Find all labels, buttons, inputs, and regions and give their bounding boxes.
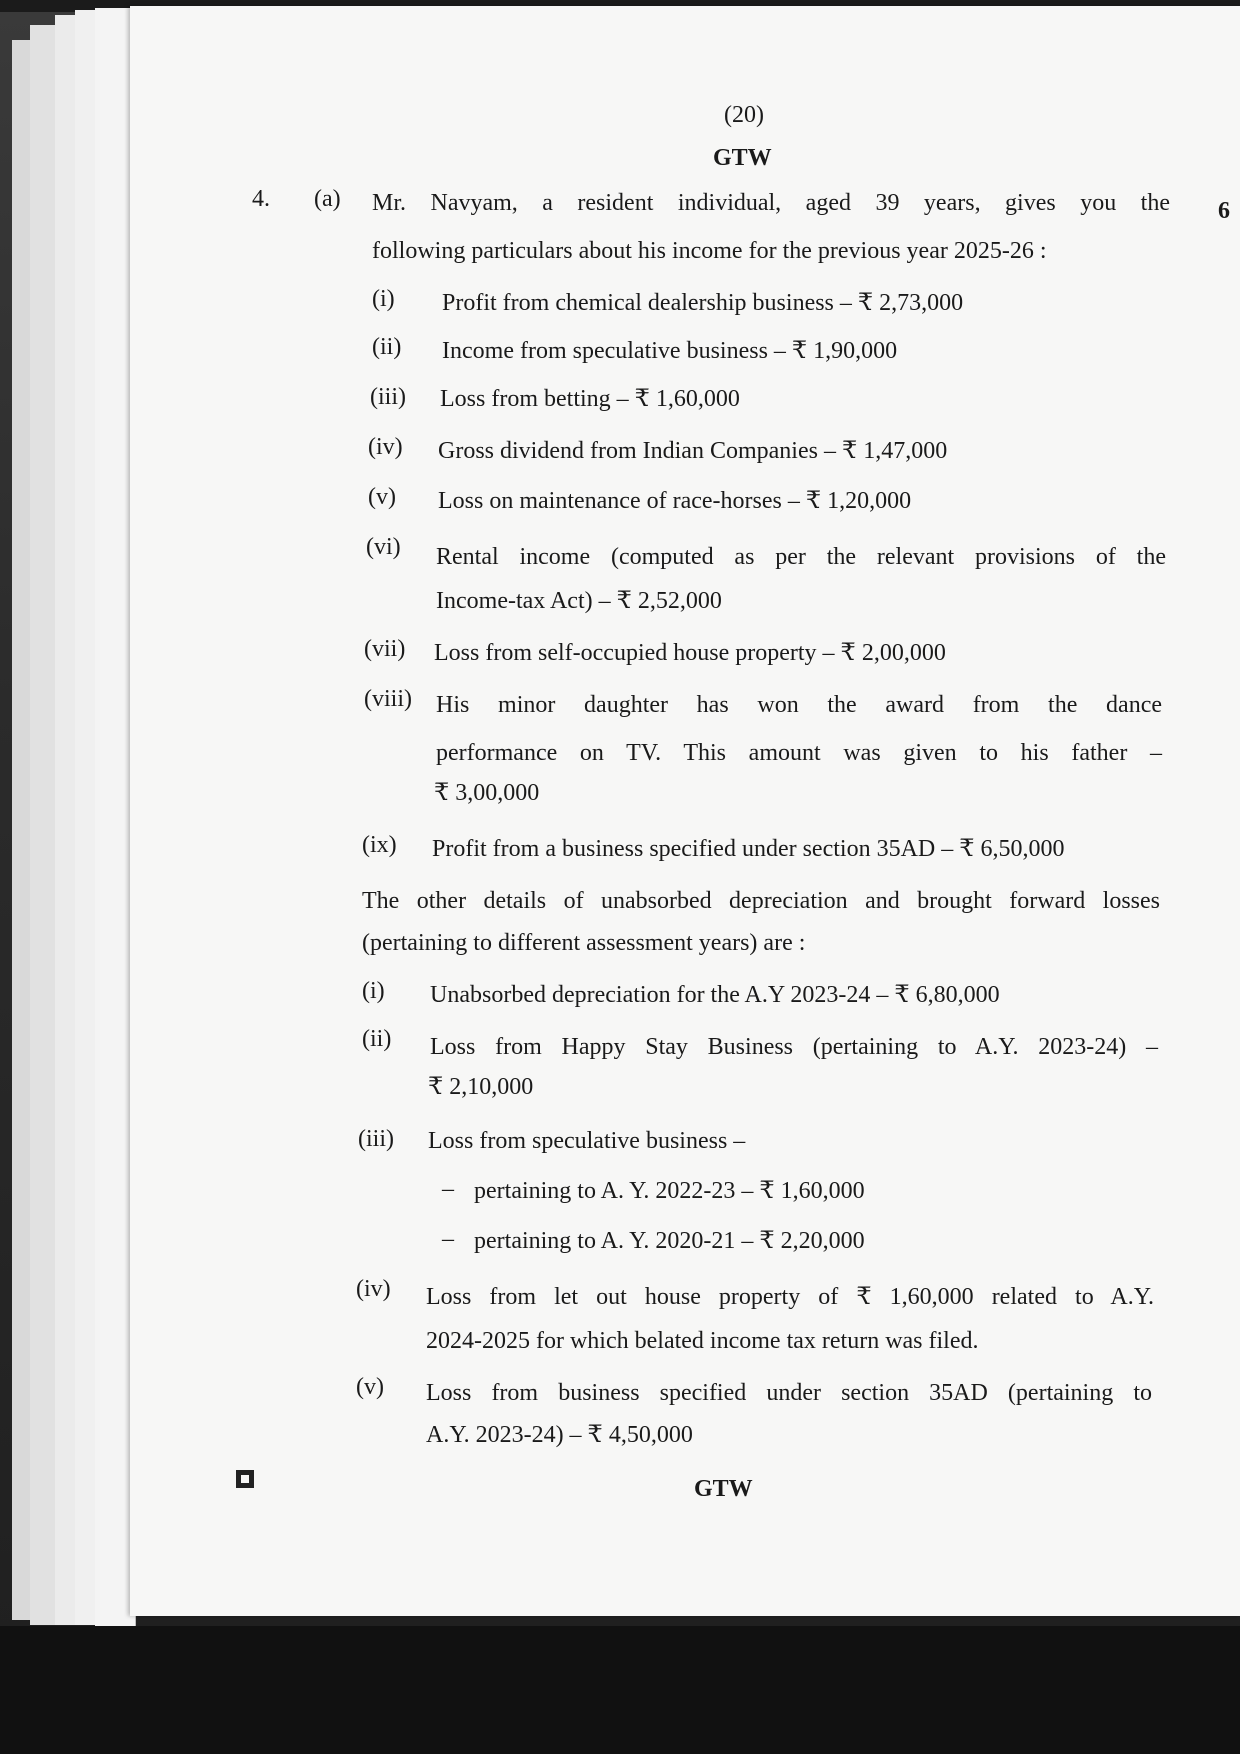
question-number: 4. — [252, 186, 270, 212]
income-item-number: (viii) — [364, 686, 412, 712]
loss-item-number: (iii) — [358, 1126, 394, 1152]
income-item-text: Loss on maintenance of race-horses – ₹ 1,20,000 — [438, 488, 912, 514]
income-item-number: (ix) — [362, 832, 397, 858]
loss-item-text-line1: Loss from Happy Stay Business (pertaining to A.Y. 2023-24) – — [430, 1034, 1158, 1060]
page-number: (20) — [724, 102, 764, 128]
question-intro-line2: following particulars about his income for the previous year 2025-26 : — [372, 238, 1047, 264]
income-item-text: Loss from betting – ₹ 1,60,000 — [440, 386, 740, 412]
income-item-number: (iii) — [370, 384, 406, 410]
scanner-bottom-edge — [0, 1626, 1240, 1754]
income-item-text: Profit from a business specified under section 35AD – ₹ 6,50,000 — [432, 836, 1065, 862]
income-item-number: (ii) — [372, 334, 402, 360]
loss-item-number: (v) — [356, 1374, 384, 1400]
corner-marker-icon — [236, 1470, 254, 1488]
sub-item-text: pertaining to A. Y. 2022-23 – ₹ 1,60,000 — [474, 1178, 865, 1204]
page-code-footer: GTW — [694, 1476, 753, 1502]
income-item-text: Gross dividend from Indian Companies – ₹ 1,47,000 — [438, 438, 948, 464]
income-item-number: (vii) — [364, 636, 406, 662]
income-item-text: Loss from self-occupied house property – ₹ 2,00,000 — [434, 640, 946, 666]
loss-item-number: (ii) — [362, 1026, 392, 1052]
income-item-number: (v) — [368, 484, 396, 510]
income-item-text-line3: ₹ 3,00,000 — [434, 780, 540, 806]
loss-item-text-line2: A.Y. 2023-24) – ₹ 4,50,000 — [426, 1422, 693, 1448]
loss-item-number: (iv) — [356, 1276, 391, 1302]
loss-item-number: (i) — [362, 978, 385, 1004]
income-item-number: (iv) — [368, 434, 403, 460]
income-item-number: (vi) — [366, 534, 401, 560]
question-marks: 6 — [1218, 198, 1230, 224]
income-item-text-line2: Income-tax Act) – ₹ 2,52,000 — [436, 588, 722, 614]
loss-item-text: Unabsorbed depreciation for the A.Y 2023-24 – ₹ 6,80,000 — [430, 982, 1000, 1008]
income-item-text: Profit from chemical dealership business – ₹ 2,73,000 — [442, 290, 964, 316]
loss-item-text: Loss from speculative business – — [428, 1128, 746, 1154]
loss-item-text-line2: ₹ 2,10,000 — [428, 1074, 534, 1100]
sub-item-dash: – — [442, 1226, 454, 1252]
sub-item-dash: – — [442, 1176, 454, 1202]
other-details-line2: (pertaining to different assessment years) are : — [362, 930, 806, 956]
income-item-text-line1: Rental income (computed as per the relevant provisions of the — [436, 544, 1166, 570]
income-item-text-line1: His minor daughter has won the award from the dance — [436, 692, 1162, 718]
loss-item-text-line2: 2024-2025 for which belated income tax return was filed. — [426, 1328, 979, 1354]
page-code-header: GTW — [713, 145, 772, 171]
income-item-text-line2: performance on TV. This amount was given to his father – — [436, 740, 1162, 766]
question-intro-line1: Mr. Navyam, a resident individual, aged 39 years, gives you the — [372, 190, 1170, 216]
sub-item-text: pertaining to A. Y. 2020-21 – ₹ 2,20,000 — [474, 1228, 865, 1254]
income-item-number: (i) — [372, 286, 395, 312]
other-details-line1: The other details of unabsorbed depreciation and brought forward losses — [362, 888, 1160, 914]
loss-item-text-line1: Loss from business specified under section 35AD (pertaining to — [426, 1380, 1152, 1406]
question-part: (a) — [314, 186, 341, 212]
loss-item-text-line1: Loss from let out house property of ₹ 1,60,000 related to A.Y. — [426, 1284, 1154, 1310]
income-item-text: Income from speculative business – ₹ 1,90,000 — [442, 338, 898, 364]
